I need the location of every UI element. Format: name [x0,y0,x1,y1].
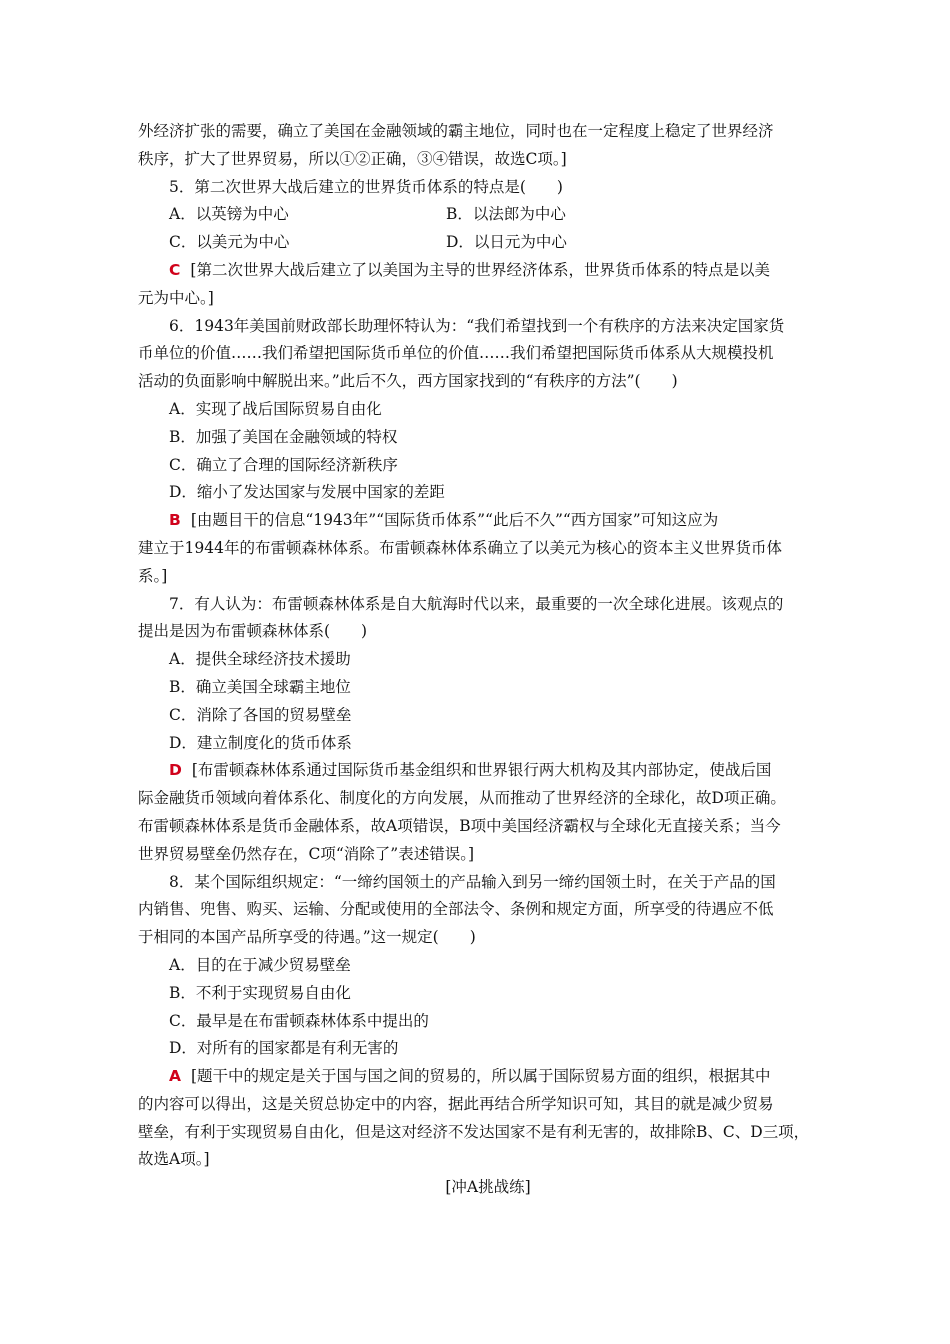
q8-stem-line: 8．某个国际组织规定：“一缔约国领土的产品输入到另一缔约国领土时，在关于产品的国 [169,872,776,891]
q5-options-row-2 [138,229,838,257]
q5-options-row-1 [138,201,838,229]
q8-option-a: A．目的在于减少贸易壁垒 [169,955,351,974]
q8-option-c: C．最早是在布雷顿森林体系中提出的 [169,1011,429,1030]
continuation-line: 秩序，扩大了世界贸易，所以①②正确，③④错误，故选C项。] [138,149,567,168]
q6-option-d: D．缩小了发达国家与发展中国家的差距 [169,483,445,502]
q5-explanation-line: C [第二次世界大战后建立了以美国为主导的世界经济体系，世界货币体系的特点是以美 [169,260,770,279]
q5-option-d: D．以日元为中心 [446,233,567,252]
q8-option-d: D．对所有的国家都是有利无害的 [169,1039,399,1058]
q7-option-c: C．消除了各国的贸易壁垒 [169,705,352,724]
q8-stem-line: 于相同的本国产品所享受的待遇。”这一规定( ) [138,928,476,947]
q6-option-a: A．实现了战后国际贸易自由化 [169,399,382,418]
q6-option-b: B．加强了美国在金融领域的特权 [169,427,398,446]
q8-stem-line: 内销售、兜售、购买、运输、分配或使用的全部法令、条例和规定方面，所享受的待遇应不低 [138,900,774,919]
q6-option-c: C．确立了合理的国际经济新秩序 [169,455,398,474]
section-title: [冲A挑战练] [445,1178,531,1197]
q6-explanation-line: 建立于1944年的布雷顿森林体系。布雷顿森林体系确立了以美元为核心的资本主义世界货币体 [138,538,782,557]
q5-answer-letter: C [169,260,181,279]
q8-explanation-line: 故选A项。] [138,1150,210,1169]
q6-explanation-line: 系。] [138,566,168,585]
q8-explanation-line: 的内容可以得出，这是关贸总协定中的内容，据此再结合所学知识可知，其目的就是减少贸易 [138,1094,774,1113]
q7-explanation-line: 际金融货币领域向着体系化、制度化的方向发展，从而推动了世界经济的全球化，故D项正确。 [138,789,786,808]
q8-answer-letter: A [169,1067,181,1086]
q6-stem-line: 币单位的价值……我们希望把国际货币单位的价值……我们希望把国际货币体系从大规模投机 [138,344,774,363]
q7-stem-line: 提出是因为布雷顿森林体系( ) [138,622,368,641]
q6-stem-line: 6．1943年美国前财政部长助理怀特认为：“我们希望找到一个有秩序的方法来决定国家货 [169,316,785,335]
q6-stem-line: 活动的负面影响中解脱出来。”此后不久，西方国家找到的“有秩序的方法”( ) [138,372,678,391]
q5-option-a: A．以英镑为中心 [169,205,289,224]
q7-stem-line: 7．有人认为：布雷顿森林体系是自大航海时代以来，最重要的一次全球化进展。该观点的 [169,594,784,613]
q5-option-b: B．以法郎为中心 [446,205,566,224]
q7-option-a: A．提供全球经济技术援助 [169,650,351,669]
q6-answer-letter: B [169,511,181,530]
q8-option-b: B．不利于实现贸易自由化 [169,983,351,1002]
q7-answer-letter: D [169,761,182,780]
q7-explanation-line: 布雷顿森林体系是货币金融体系，故A项错误，B项中美国经济霸权与全球化无直接关系；当今 [138,816,781,835]
q7-option-b: B．确立美国全球霸主地位 [169,677,351,696]
q7-explanation-line: D [布雷顿森林体系通过国际货币基金组织和世界银行两大机构及其内部协定，使战后国 [169,761,772,780]
q7-explanation-line: 世界贸易壁垒仍然存在，C项“消除了”表述错误。] [138,844,475,863]
q7-option-d: D．建立制度化的货币体系 [169,733,352,752]
continuation-line: 外经济扩张的需要，确立了美国在金融领域的霸主地位，同时也在一定程度上稳定了世界经济 [138,122,774,140]
q5-explanation-line: 元为中心。] [138,288,214,307]
q5-option-c: C．以美元为中心 [169,233,290,252]
q6-explanation-line: B [由题目干的信息“1943年”“国际货币体系”“此后不久”“西方国家”可知这应为 [169,511,719,530]
q5-stem: 5．第二次世界大战后建立的世界货币体系的特点是( ) [169,177,563,196]
q8-explanation-line: 壁垒，有利于实现贸易自由化，但是这对经济不发达国家不是有利无害的，故排除B、C、D三项， [138,1122,810,1141]
q8-explanation-line: A [题干中的规定是关于国与国之间的贸易的，所以属于国际贸易方面的组织，根据其中 [169,1067,771,1086]
document-page [138,118,838,1202]
